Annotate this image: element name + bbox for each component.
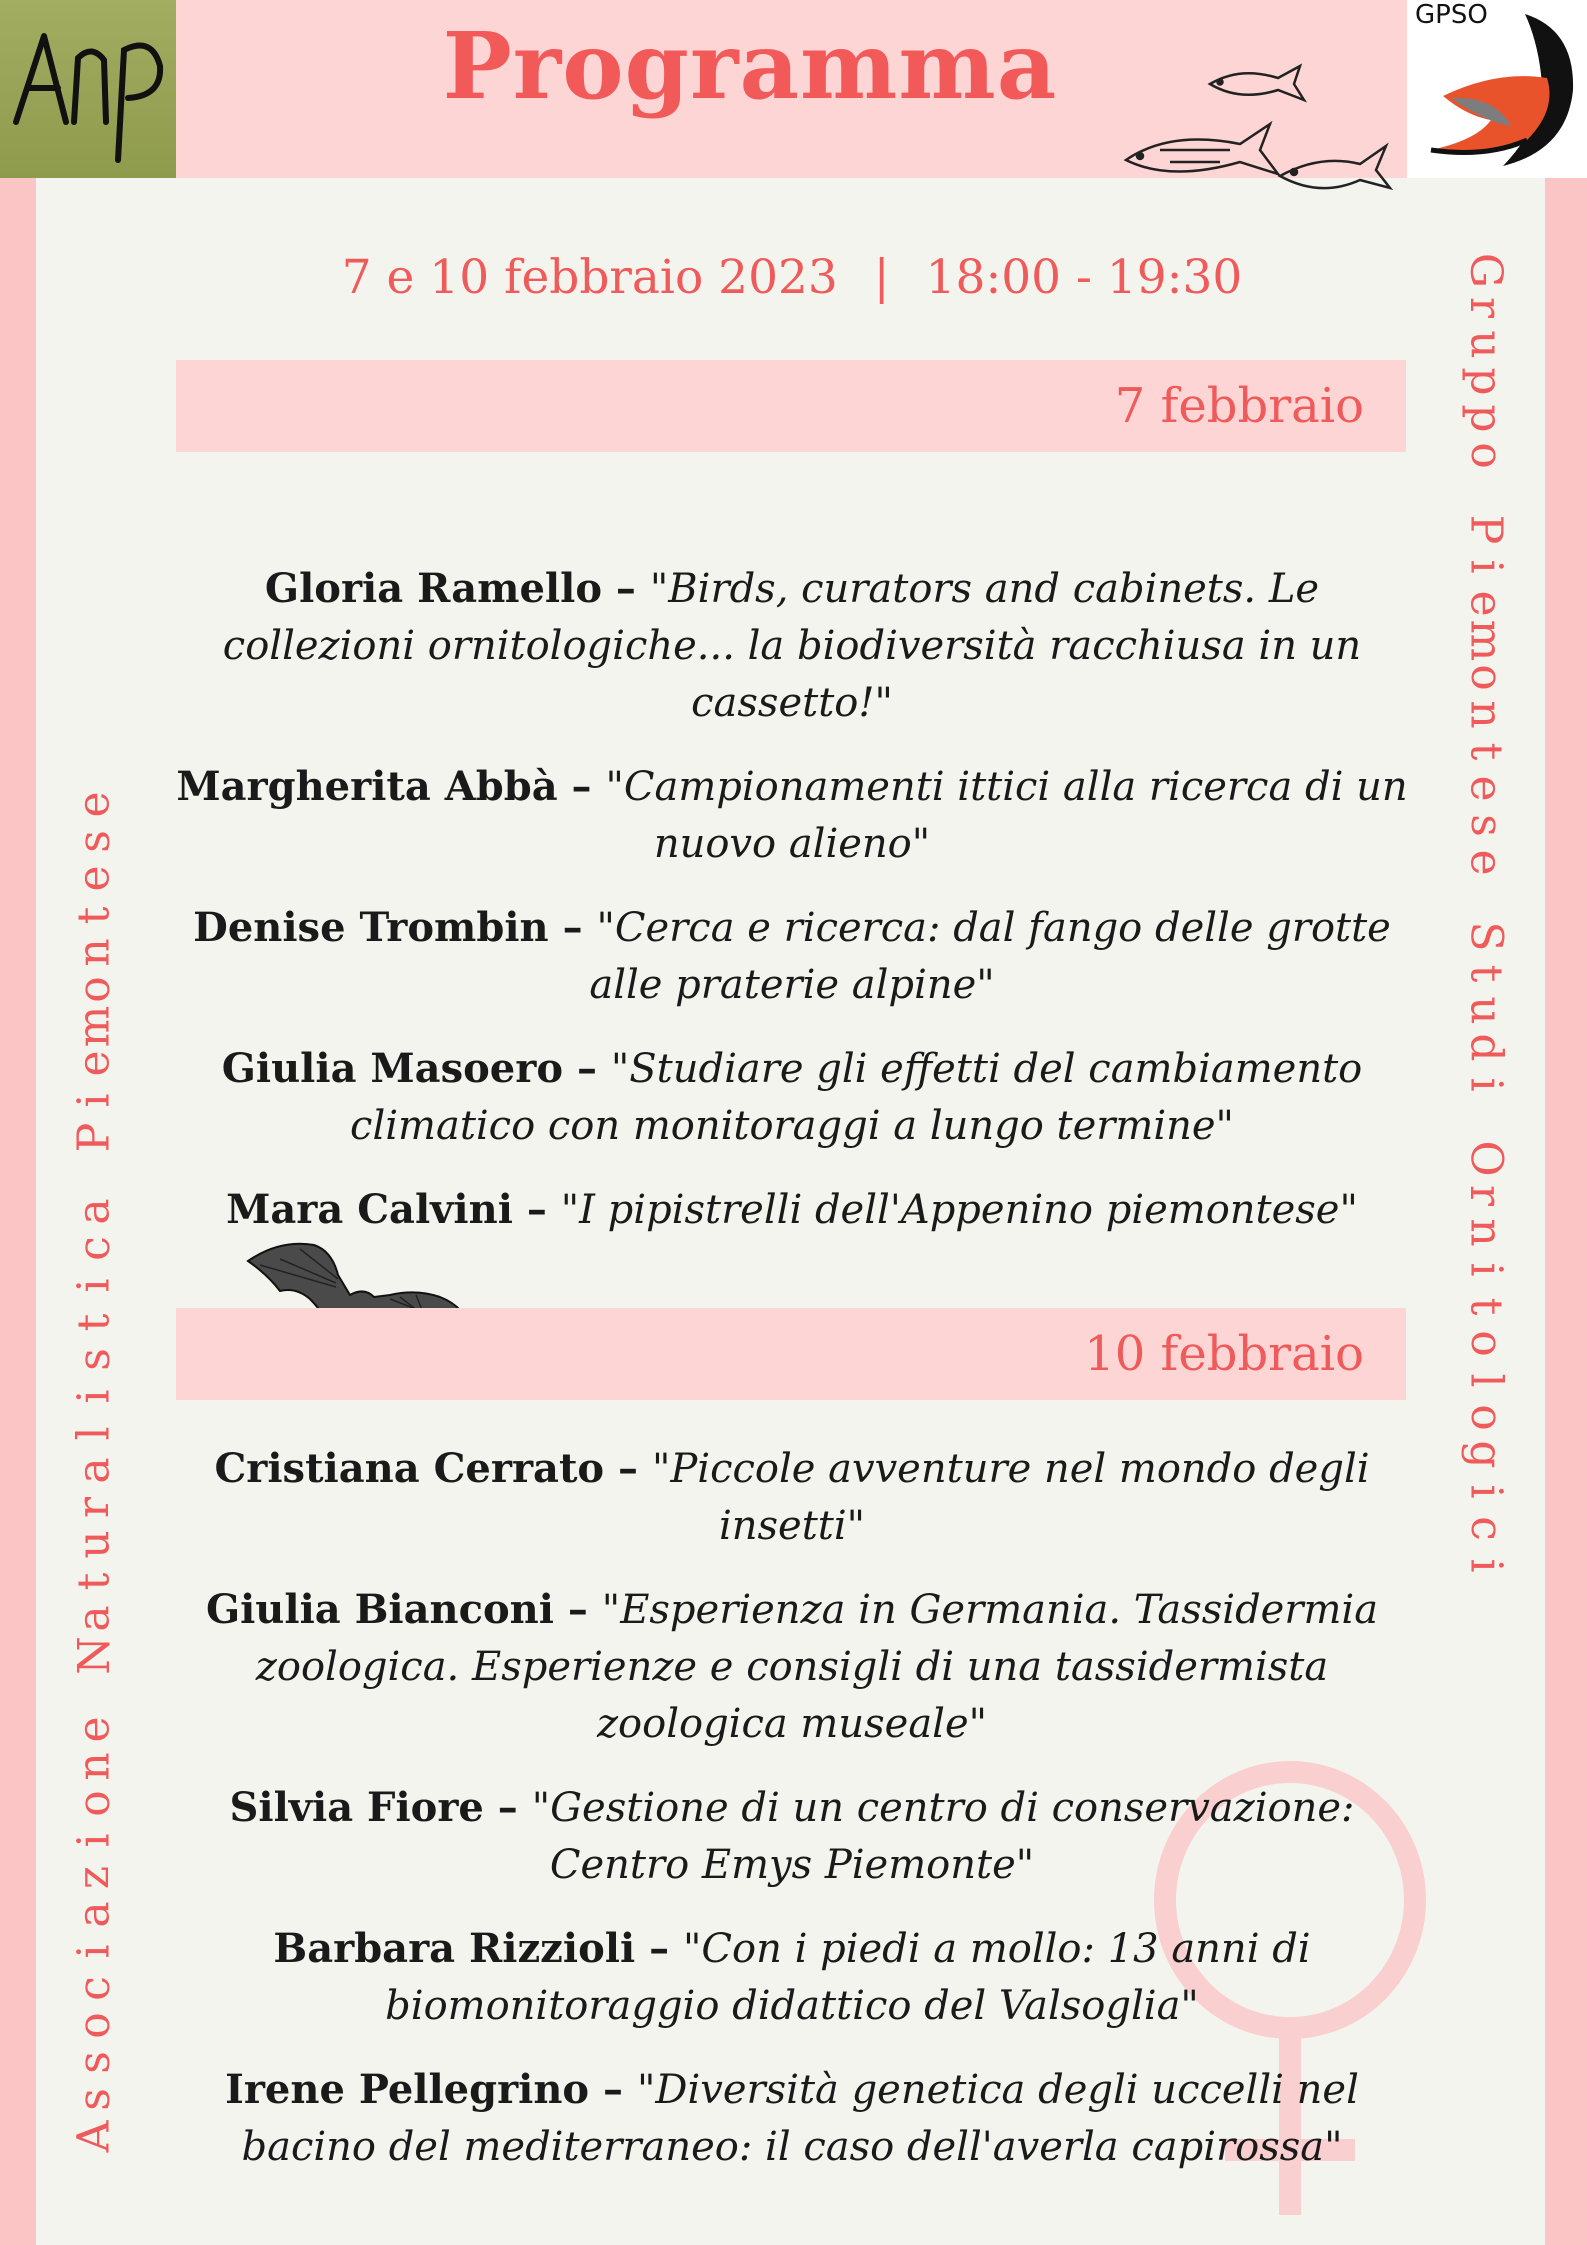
speaker-dash: – bbox=[483, 1784, 532, 1831]
side-letter: t bbox=[1460, 742, 1512, 761]
day-heading: 7 febbraio bbox=[1114, 378, 1364, 434]
speaker-dash: – bbox=[512, 1186, 561, 1233]
talk-item bbox=[176, 1581, 1408, 1753]
side-letter: u bbox=[1460, 330, 1512, 359]
side-letter: t bbox=[68, 1572, 120, 1591]
fish-illustration bbox=[1110, 50, 1400, 210]
speaker-dash: – bbox=[553, 1586, 602, 1633]
speaker-name: Cristiana Cerrato bbox=[214, 1445, 605, 1492]
side-letter: s bbox=[68, 1348, 120, 1371]
side-letter: e bbox=[68, 1716, 120, 1743]
side-letter: i bbox=[68, 1944, 120, 1959]
speaker-dash: – bbox=[604, 1445, 652, 1492]
speaker-name: Irene Pellegrino bbox=[225, 2066, 590, 2113]
side-letter: d bbox=[1460, 1033, 1512, 1062]
side-letter: e bbox=[68, 1050, 120, 1077]
side-letter: a bbox=[68, 1198, 120, 1225]
talk-item bbox=[176, 560, 1408, 732]
side-letter: S bbox=[1460, 921, 1512, 952]
speaker-name: Denise Trombin bbox=[193, 904, 549, 951]
speaker-name: Gloria Ramello bbox=[264, 565, 602, 612]
side-letter: p bbox=[1460, 367, 1512, 396]
side-text-left bbox=[68, 786, 120, 2155]
side-letter: m bbox=[1460, 619, 1512, 662]
side-letter: n bbox=[68, 1752, 120, 1781]
speaker-dash: – bbox=[563, 1045, 611, 1092]
side-letter: P bbox=[1460, 514, 1512, 545]
side-letter: i bbox=[1460, 559, 1512, 574]
talk-item bbox=[176, 1920, 1408, 2035]
talk-title: "Esperienza in Germania. Tassidermia zoologica. Esperienze e consigli di una tassidermista zoologica museale" bbox=[255, 1587, 1379, 1747]
side-letter: t bbox=[68, 906, 120, 925]
right-border-strip bbox=[1545, 0, 1587, 2245]
side-letter: m bbox=[68, 1005, 120, 1048]
talk-title: "Campionamenti ittici alla ricerca di un nuovo alieno" bbox=[605, 764, 1408, 867]
talk-title: "I pipistrelli dell'Appenino piemontese" bbox=[560, 1187, 1358, 1233]
side-letter: l bbox=[1460, 1373, 1512, 1388]
talk-title: "Studiare gli effetti del cambiamento climatico con monitoraggi a lungo termine" bbox=[350, 1046, 1363, 1149]
side-letter: r bbox=[1460, 1184, 1512, 1207]
side-letter: o bbox=[68, 976, 120, 1003]
side-text-right bbox=[1460, 252, 1512, 1584]
side-letter: l bbox=[68, 1426, 120, 1441]
speaker-name: Giulia Bianconi bbox=[205, 1586, 554, 1633]
speaker-dash: – bbox=[557, 763, 606, 810]
talk-title: "Piccole avventure nel mondo degli insetti" bbox=[651, 1446, 1370, 1549]
side-letter: o bbox=[68, 2012, 120, 2039]
anp-logo-mark bbox=[0, 0, 176, 178]
gpso-logo-text: GPSO bbox=[1415, 0, 1488, 30]
side-letter: t bbox=[1460, 964, 1512, 983]
side-letter: G bbox=[1460, 252, 1512, 289]
side-letter: o bbox=[1460, 1404, 1512, 1431]
side-letter: e bbox=[68, 865, 120, 892]
side-letter: t bbox=[1460, 1297, 1512, 1316]
side-letter: O bbox=[1460, 1140, 1512, 1177]
talk-item bbox=[176, 1779, 1408, 1894]
event-time: 18:00 - 19:30 bbox=[925, 250, 1243, 305]
side-letter: a bbox=[68, 1901, 120, 1928]
talk-item bbox=[176, 899, 1408, 1014]
speaker-name: Mara Calvini bbox=[226, 1186, 513, 1233]
talk-title: "Cerca e ricerca: dal fango delle grotte alle praterie alpine" bbox=[589, 905, 1391, 1008]
speaker-dash: – bbox=[635, 1925, 684, 1972]
side-letter: z bbox=[68, 1865, 120, 1890]
side-letter: P bbox=[68, 1122, 120, 1153]
talk-item bbox=[176, 2061, 1408, 2176]
speaker-dash: – bbox=[548, 904, 597, 951]
side-letter: n bbox=[1460, 1218, 1512, 1247]
speaker-dash: – bbox=[602, 565, 650, 612]
talk-title: "Birds, curators and cabinets. Le collezioni ornitologiche... la biodiversità racchiusa in un cassetto!" bbox=[222, 566, 1362, 726]
side-letter: n bbox=[68, 938, 120, 967]
side-letter: u bbox=[68, 1530, 120, 1559]
side-letter: i bbox=[68, 1389, 120, 1404]
page-title: Programma bbox=[442, 12, 1058, 120]
speaker-name: Margherita Abbà bbox=[176, 763, 558, 810]
talk-title: "Gestione di un centro di conservazione: Centro Emys Piemonte" bbox=[531, 1785, 1355, 1888]
side-letter: n bbox=[1460, 700, 1512, 729]
side-letter: i bbox=[68, 1833, 120, 1848]
talk-item bbox=[176, 1440, 1408, 1555]
talk-title: "Con i piedi a mollo: 13 anni di biomonitoraggio didattico del Valsoglia" bbox=[385, 1926, 1311, 2029]
side-letter: o bbox=[1460, 664, 1512, 691]
talk-list-day1 bbox=[176, 560, 1408, 1265]
talk-item bbox=[176, 758, 1408, 873]
talk-item bbox=[176, 1040, 1408, 1155]
side-letter: a bbox=[68, 1605, 120, 1632]
side-letter: g bbox=[1460, 1440, 1512, 1469]
side-letter: o bbox=[68, 1790, 120, 1817]
side-letter: o bbox=[1460, 442, 1512, 469]
side-letter: A bbox=[68, 2120, 120, 2153]
side-letter: c bbox=[1460, 1516, 1512, 1541]
event-days: 7 e 10 febbraio 2023 bbox=[341, 250, 838, 305]
day-heading-band bbox=[176, 360, 1406, 452]
gpso-logo bbox=[1407, 0, 1587, 178]
side-letter: e bbox=[1460, 849, 1512, 876]
side-letter: i bbox=[1460, 1484, 1512, 1499]
side-letter: N bbox=[68, 1636, 120, 1675]
speaker-dash: – bbox=[589, 2066, 637, 2113]
side-letter: i bbox=[1460, 1262, 1512, 1277]
anp-logo bbox=[0, 0, 176, 178]
side-letter: i bbox=[1460, 1077, 1512, 1092]
side-letter: p bbox=[1460, 404, 1512, 433]
talk-item bbox=[176, 1181, 1408, 1239]
side-letter: e bbox=[1460, 590, 1512, 617]
side-letter: o bbox=[1460, 1330, 1512, 1357]
speaker-name: Barbara Rizzioli bbox=[273, 1925, 636, 1972]
side-letter: r bbox=[1460, 296, 1512, 319]
side-letter: r bbox=[68, 1496, 120, 1519]
bird-logo-icon bbox=[1407, 0, 1587, 178]
event-dates bbox=[176, 250, 1408, 305]
side-letter: c bbox=[68, 1236, 120, 1261]
side-letter: t bbox=[68, 1313, 120, 1332]
side-letter: s bbox=[1460, 814, 1512, 837]
side-letter: c bbox=[68, 1976, 120, 2001]
side-letter: s bbox=[68, 2051, 120, 2074]
speaker-name: Silvia Fiore bbox=[229, 1784, 484, 1831]
left-border-strip bbox=[0, 0, 36, 2245]
day-heading: 10 febbraio bbox=[1084, 1326, 1364, 1382]
side-letter: e bbox=[68, 791, 120, 818]
side-letter: i bbox=[1460, 1558, 1512, 1573]
side-letter: s bbox=[68, 2088, 120, 2111]
side-letter: s bbox=[68, 830, 120, 853]
speaker-name: Giulia Masoero bbox=[221, 1045, 564, 1092]
talk-list-day2 bbox=[176, 1440, 1408, 2202]
side-letter: i bbox=[68, 1093, 120, 1108]
side-letter: a bbox=[68, 1457, 120, 1484]
day-heading-band bbox=[176, 1308, 1406, 1400]
side-letter: u bbox=[1460, 996, 1512, 1025]
talk-title: "Diversità genetica degli uccelli nel bacino del mediterraneo: il caso dell'averla capirossa" bbox=[241, 2067, 1359, 2170]
date-separator: | bbox=[873, 250, 890, 305]
side-letter: e bbox=[1460, 775, 1512, 802]
side-letter: i bbox=[68, 1278, 120, 1293]
